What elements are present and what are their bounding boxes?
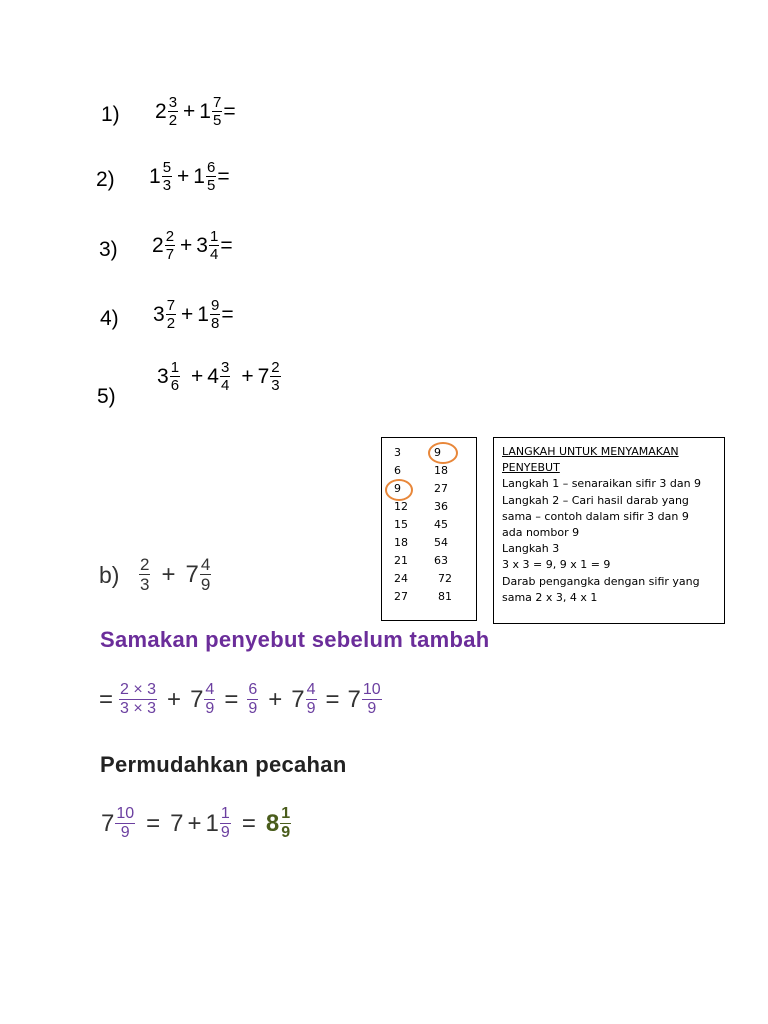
table-row: 18 54 bbox=[394, 536, 448, 549]
fraction: $\frac{4}{9}$ bbox=[200, 555, 211, 594]
fraction: $\frac{3}{4}$ bbox=[220, 359, 230, 394]
steps-title: LANGKAH UNTUK MENYAMAKAN bbox=[502, 445, 679, 458]
step-line: sama – contoh dalam sifir 3 dan 9 bbox=[502, 509, 689, 523]
step-line: Langkah 3 bbox=[502, 542, 560, 556]
fraction: $\frac{3}{2}$ bbox=[168, 94, 178, 129]
fraction: $\frac{1}{9}$ bbox=[281, 805, 291, 841]
question-expression: 2 $\frac{3}{2}$ + 1 $\frac{7}{5}$ = bbox=[155, 94, 236, 129]
step-line: sama 2 x 3, 4 x 1 bbox=[502, 590, 598, 604]
step-line: Langkah 2 – Cari hasil darab yang bbox=[502, 493, 689, 507]
question-number: 5) bbox=[97, 385, 116, 408]
fraction: $\frac{4}{9}$ bbox=[306, 681, 316, 717]
fraction: $\frac{2}{3}$ bbox=[271, 359, 280, 394]
highlight-circle bbox=[385, 479, 413, 501]
table-row: 24 72 bbox=[394, 572, 452, 585]
question-number: 4) bbox=[100, 307, 119, 330]
highlight-circle bbox=[428, 442, 458, 464]
fraction: $\frac{1}{4}$ bbox=[209, 228, 219, 263]
fraction: $\frac{6}{9}$ bbox=[248, 681, 258, 717]
multiples-table bbox=[381, 437, 477, 621]
question-expression: 2 $\frac{2}{7}$ + 3 $\frac{1}{4}$ = bbox=[152, 228, 233, 263]
fraction: $\frac{6}{5}$ bbox=[206, 159, 216, 194]
fraction: $\frac{7}{2}$ bbox=[166, 297, 176, 332]
fraction: $\frac{2}{7}$ bbox=[165, 228, 175, 263]
fraction: $\frac{10}{9}$ bbox=[362, 681, 381, 717]
question-number: 2) bbox=[96, 168, 115, 191]
fraction: $\frac{10}{9}$ bbox=[116, 805, 135, 841]
question-expression: 3 $\frac{7}{2}$ + 1 $\frac{9}{8}$ = bbox=[153, 297, 234, 332]
equation-line-1: = $\frac{2 \times 3}{3 \times 3}$ + 7 $\frac{4}{9}$ = $\frac{6}{9}$ + 7 $\frac{4}{9}$ = 7 $\frac{10}{9}$ bbox=[99, 681, 381, 717]
question-number: 1) bbox=[101, 103, 120, 126]
table-row: 9 27 bbox=[394, 482, 448, 495]
step-line: 3 x 3 = 9, 9 x 1 = 9 bbox=[502, 558, 611, 572]
question-expression: 3 $\frac{1}{6}$ + 4 $\frac{3}{4}$ + 7 $\frac{2}{3}$ bbox=[157, 359, 280, 394]
table-row: 6 18 bbox=[394, 464, 448, 477]
step-line: ada nombor 9 bbox=[502, 526, 580, 540]
heading-equalize-denominators: Samakan penyebut sebelum tambah bbox=[100, 627, 490, 652]
fraction: $\frac{9}{8}$ bbox=[210, 297, 220, 332]
fraction: $\frac{2}{3}$ bbox=[140, 555, 150, 594]
heading-simplify-fraction: Permudahkan pecahan bbox=[100, 752, 347, 777]
fraction: $\frac{1}{6}$ bbox=[170, 359, 180, 394]
table-row: 21 63 bbox=[394, 554, 448, 567]
fraction: $\frac{5}{3}$ bbox=[162, 159, 172, 194]
fraction: $\frac{1}{9}$ bbox=[220, 805, 230, 841]
table-row: 3 9 bbox=[394, 446, 441, 459]
steps-box bbox=[493, 437, 725, 624]
question-expression: 1 $\frac{5}{3}$ + 1 $\frac{6}{5}$ = bbox=[149, 159, 230, 194]
example-expression: $\frac{2}{3}$ + 7 $\frac{4}{9}$ bbox=[140, 555, 211, 594]
table-row: 12 36 bbox=[394, 500, 448, 513]
example-label: b) bbox=[99, 562, 120, 588]
fraction: $\frac{4}{9}$ bbox=[205, 681, 215, 717]
question-number: 3) bbox=[99, 238, 118, 261]
fraction: $\frac{7}{5}$ bbox=[212, 94, 222, 129]
fraction: $\frac{2 \times 3}{3 \times 3}$ bbox=[120, 681, 157, 717]
equation-line-2: 7 $\frac{10}{9}$ = 7 + 1 $\frac{1}{9}$ = 8 $\frac{1}{9}$ bbox=[101, 805, 291, 841]
steps-title: PENYEBUT bbox=[502, 461, 560, 475]
table-row: 15 45 bbox=[394, 518, 448, 531]
step-line: Darab pengangka dengan sifir yang bbox=[502, 574, 700, 588]
step-line: Langkah 1 – senaraikan sifir 3 dan 9 bbox=[502, 477, 702, 491]
table-row: 27 81 bbox=[394, 590, 452, 603]
